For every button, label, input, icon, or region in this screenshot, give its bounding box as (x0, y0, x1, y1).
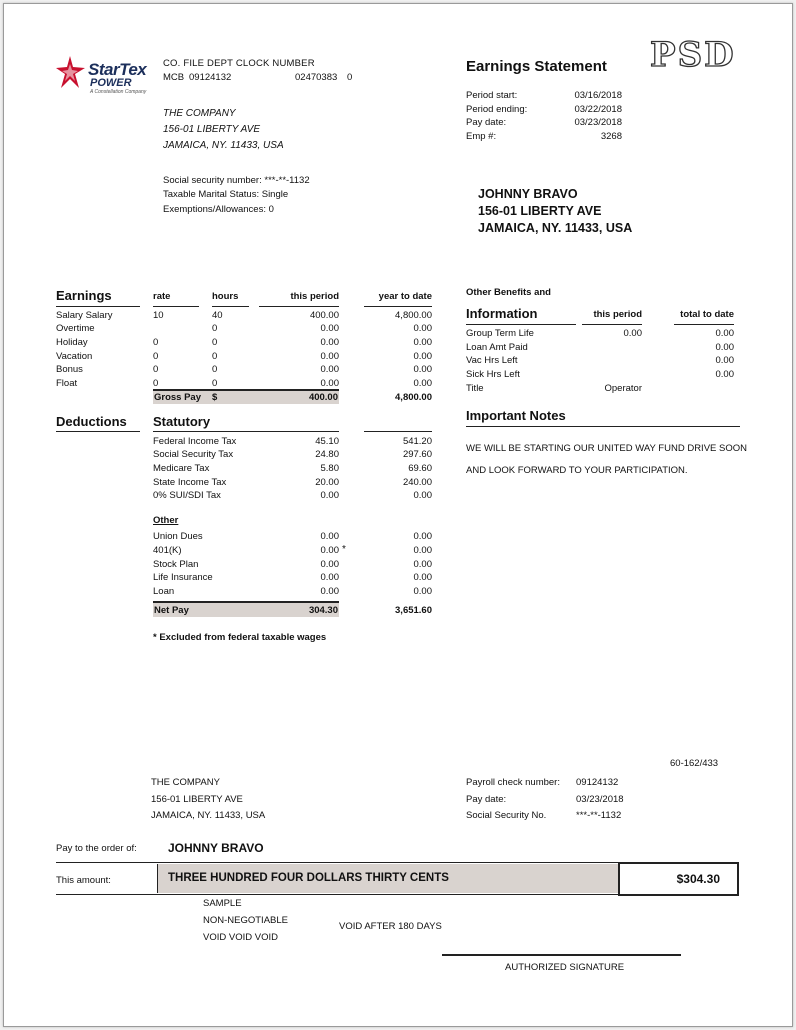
earnings-header-ytd: year to date (378, 291, 432, 302)
amount-label: This amount: (56, 875, 111, 886)
net-pay-ytd: 3,651.60 (395, 605, 432, 616)
deduction-label: Social Security Tax (153, 449, 234, 460)
deduction-ytd: 240.00 (402, 477, 432, 488)
statement-title: Earnings Statement (466, 58, 607, 75)
deduction-ytd: 0.00 (413, 586, 432, 597)
header-co: MCB (163, 72, 185, 83)
void-text: VOID VOID VOID (203, 932, 278, 943)
notes-line-1: WE WILL BE STARTING OUR UNITED WAY FUND DRIVE SOON (466, 443, 747, 454)
earnings-rate: 10 (153, 310, 164, 321)
pay-date-value: 03/23/2018 (574, 117, 622, 128)
earnings-hours: 0 (212, 323, 218, 334)
company-logo-tagline: A Constellation Company (90, 89, 147, 95)
earnings-label: Overtime (56, 323, 95, 334)
period-start-value: 03/16/2018 (574, 90, 622, 101)
earnings-label: Salary Salary (56, 310, 113, 321)
earnings-hours: 0 (212, 364, 218, 375)
statutory-title: Statutory (153, 414, 211, 429)
gross-pay-ytd: 4,800.00 (395, 392, 432, 403)
deduction-ytd: 0.00 (413, 559, 432, 570)
earnings-period: 0.00 (320, 337, 339, 348)
period-ending-value: 03/22/2018 (574, 104, 622, 115)
earnings-header-rate: rate (153, 291, 171, 302)
deduction-period: 45.10 (315, 436, 339, 447)
deduction-period: 0.00 (320, 545, 339, 556)
benefit-total: 0.00 (715, 342, 734, 353)
deduction-label: Medicare Tax (153, 463, 210, 474)
earnings-label: Float (56, 378, 78, 389)
header-number: 0 (347, 72, 353, 83)
deduction-label: Loan (153, 586, 175, 597)
pay-to-label: Pay to the order of: (56, 843, 137, 854)
benefit-period: 0.00 (623, 328, 642, 339)
employee-name: JOHNNY BRAVO (478, 187, 578, 201)
earnings-hours: 40 (212, 310, 223, 321)
benefit-total: 0.00 (715, 355, 734, 366)
net-pay-label: Net Pay (154, 605, 189, 616)
company-logo-sub: POWER (90, 77, 132, 89)
period-ending-label: Period ending: (466, 104, 528, 115)
net-pay-period: 304.30 (308, 605, 338, 616)
deduction-ytd: 0.00 (413, 545, 432, 556)
emp-number-value: 3268 (600, 131, 622, 142)
deduction-ytd: 541.20 (402, 436, 432, 447)
gross-pay-sign: $ (212, 392, 218, 403)
earnings-ytd: 0.00 (413, 364, 432, 375)
deduction-ytd: 0.00 (413, 572, 432, 583)
earnings-ytd: 0.00 (413, 323, 432, 334)
deduction-label: Federal Income Tax (153, 436, 237, 447)
earnings-header-hours: hours (212, 291, 239, 302)
excluded-mark: * (342, 544, 346, 555)
excluded-footnote: * Excluded from federal taxable wages (153, 632, 327, 643)
company-addr1: 156-01 LIBERTY AVE (163, 124, 261, 135)
pay-date-label: Pay date: (466, 117, 507, 128)
earnings-period: 0.00 (320, 378, 339, 389)
earnings-ytd: 0.00 (413, 378, 432, 389)
marital-status: Taxable Marital Status: Single (163, 189, 289, 200)
exemptions: Exemptions/Allowances: 0 (163, 204, 274, 215)
benefit-label: Vac Hrs Left (466, 355, 518, 366)
deduction-period: 0.00 (320, 559, 339, 570)
deduction-period: 5.80 (320, 463, 339, 474)
benefits-title-2: Information (466, 306, 538, 321)
check-ssn-value: ***-**-1132 (576, 810, 622, 821)
amount-words: THREE HUNDRED FOUR DOLLARS THIRTY CENTS (168, 872, 449, 884)
gross-pay-period: 400.00 (308, 392, 338, 403)
benefit-label: Group Term Life (466, 328, 534, 339)
earnings-hours: 0 (212, 351, 218, 362)
benefit-period: Operator (604, 383, 642, 394)
notes-title: Important Notes (466, 408, 566, 423)
check-number-value: 09124132 (576, 777, 619, 788)
earnings-period: 0.00 (320, 351, 339, 362)
check-company-name: THE COMPANY (151, 777, 220, 788)
earnings-hours: 0 (212, 337, 218, 348)
benefit-label: Title (466, 383, 484, 394)
earnings-ytd: 0.00 (413, 337, 432, 348)
deduction-label: 0% SUI/SDI Tax (153, 490, 221, 501)
benefits-title: Other Benefits and (466, 287, 551, 298)
period-start-label: Period start: (466, 90, 518, 101)
earnings-label: Vacation (56, 351, 93, 362)
routing-number: 60-162/433 (670, 758, 719, 769)
void-after-text: VOID AFTER 180 DAYS (339, 921, 442, 932)
deduction-ytd: 0.00 (413, 490, 432, 501)
earnings-label: Holiday (56, 337, 88, 348)
header-code-labels: CO. FILE DEPT CLOCK NUMBER (163, 58, 315, 69)
earnings-period: 0.00 (320, 364, 339, 375)
deductions-title: Deductions (56, 414, 127, 429)
psd-logo: PSD (650, 35, 736, 75)
earnings-ytd: 4,800.00 (395, 310, 432, 321)
benefit-total: 0.00 (715, 328, 734, 339)
deduction-period: 0.00 (320, 490, 339, 501)
ssn-info: Social security number: ***-**-1132 (163, 175, 310, 186)
amount-value: $304.30 (676, 872, 720, 886)
non-negotiable-text: NON-NEGOTIABLE (203, 915, 288, 926)
check-ssn-label: Social Security No. (466, 810, 547, 821)
check-pay-date-value: 03/23/2018 (576, 794, 624, 805)
emp-number-label: Emp #: (466, 131, 497, 142)
deduction-period: 0.00 (320, 586, 339, 597)
earnings-ytd: 0.00 (413, 351, 432, 362)
authorized-signature-label: AUTHORIZED SIGNATURE (505, 962, 625, 973)
earnings-period: 400.00 (309, 310, 339, 321)
earnings-rate: 0 (153, 378, 159, 389)
sample-text: SAMPLE (203, 898, 242, 909)
check-pay-date-label: Pay date: (466, 794, 507, 805)
earnings-label: Bonus (56, 364, 83, 375)
gross-pay-label: Gross Pay (154, 392, 201, 403)
deduction-period: 20.00 (315, 477, 339, 488)
deduction-label: 401(K) (153, 545, 182, 556)
deduction-period: 24.80 (315, 449, 339, 460)
payee-name: JOHNNY BRAVO (168, 841, 264, 855)
check-company-addr1: 156-01 LIBERTY AVE (151, 794, 243, 805)
earnings-period: 0.00 (320, 323, 339, 334)
earnings-rate: 0 (153, 337, 159, 348)
deduction-period: 0.00 (320, 531, 339, 542)
benefit-label: Sick Hrs Left (466, 369, 520, 380)
benefit-total: 0.00 (715, 369, 734, 380)
notes-line-2: AND LOOK FORWARD TO YOUR PARTICIPATION. (466, 465, 688, 476)
deduction-label: Life Insurance (153, 572, 213, 583)
header-clock: 02470383 (295, 72, 338, 83)
earnings-hours: 0 (212, 378, 218, 389)
deduction-period: 0.00 (320, 572, 339, 583)
benefit-label: Loan Amt Paid (466, 342, 528, 353)
benefits-header-period: this period (593, 309, 642, 320)
check-number-label: Payroll check number: (466, 777, 560, 788)
deduction-ytd: 297.60 (402, 449, 432, 460)
company-name: THE COMPANY (163, 108, 236, 119)
signature-line (442, 954, 681, 956)
deduction-label: State Income Tax (153, 477, 227, 488)
deduction-label: Stock Plan (153, 559, 199, 570)
star-logo-icon (56, 56, 86, 90)
company-addr2: JAMAICA, NY. 11433, USA (163, 140, 284, 151)
earnings-rate: 0 (153, 351, 159, 362)
deduction-label: Union Dues (153, 531, 203, 542)
earnings-rate: 0 (153, 364, 159, 375)
check-company-addr2: JAMAICA, NY. 11433, USA (151, 810, 266, 821)
earnings-title: Earnings (56, 288, 112, 303)
employee-addr2: JAMAICA, NY. 11433, USA (478, 221, 633, 235)
deduction-ytd: 0.00 (413, 531, 432, 542)
deduction-ytd: 69.60 (408, 463, 432, 474)
employee-addr1: 156-01 LIBERTY AVE (478, 204, 602, 218)
other-title: Other (153, 515, 179, 526)
company-logo-name: StarTex (88, 60, 147, 79)
header-file: 09124132 (189, 72, 232, 83)
earnings-header-period: this period (290, 291, 339, 302)
benefits-header-total: total to date (680, 309, 734, 320)
